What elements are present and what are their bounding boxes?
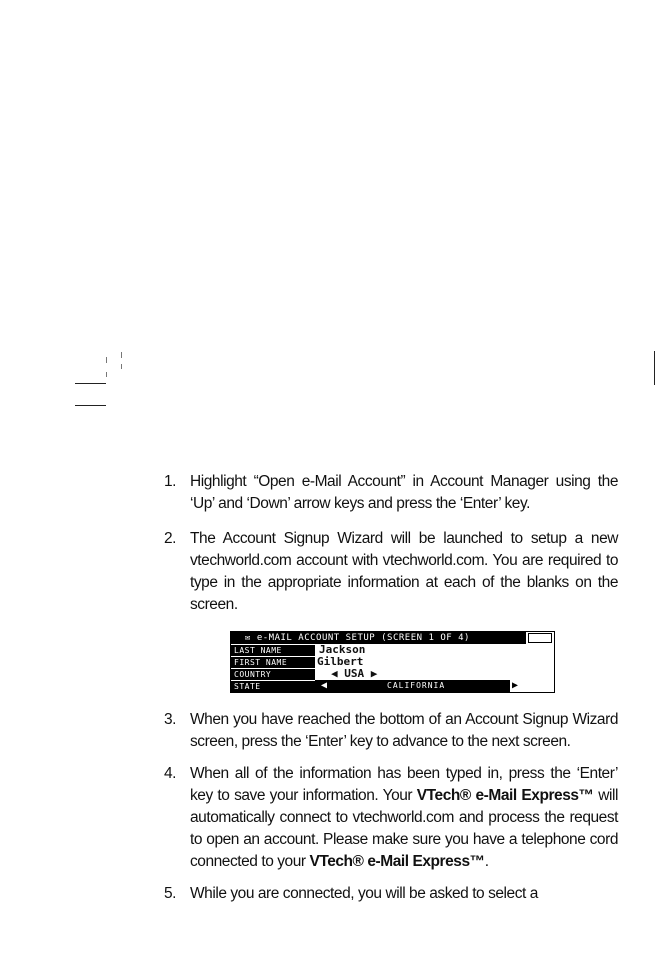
step-1 <box>160 471 618 515</box>
first-name-field[interactable]: Gilbert <box>317 655 364 668</box>
step-text: Highlight “Open e-Mail Account” in Account Manager using the ‘Up’ and ‘Down’ arrow keys and press the ‘Enter’ key. <box>190 473 618 512</box>
last-name-field[interactable]: Jackson <box>319 643 366 656</box>
lcd-screenshot <box>230 631 555 693</box>
margin-tick-a <box>106 357 107 363</box>
lcd-title-bar <box>231 632 526 644</box>
step-number: 5. <box>164 885 177 902</box>
lcd-screenshot-container <box>160 631 618 695</box>
margin-tick-d <box>121 364 122 369</box>
step-4 <box>160 763 618 873</box>
step-number: 1. <box>164 473 177 490</box>
lcd-label-first-name: FIRST NAME <box>231 657 315 668</box>
step-2 <box>160 528 618 616</box>
state-value: CALIFORNIA <box>387 681 446 690</box>
lcd-title: e-MAIL ACCOUNT SETUP (SCREEN 1 OF 4) <box>256 633 470 643</box>
step-text-b: will automatically connect to vtechworld.com and process the request to open an account. Please make sure you have a telephone cord connected to your <box>190 787 618 870</box>
arrow-left-icon[interactable]: ◀ <box>321 680 329 691</box>
country-selector[interactable]: ◀ USA ▶ <box>331 667 378 680</box>
step-text-a: When all of the information has been typed in, press the ‘Enter’ key to save your information. Your <box>190 765 618 804</box>
crop-mark-right <box>654 351 655 385</box>
margin-rule-lower <box>75 405 106 406</box>
step-text: When you have reached the bottom of an Account Signup Wizard screen, press the ‘Enter’ key to advance to the next screen. <box>190 711 618 750</box>
margin-tick-b <box>106 372 107 377</box>
envelope-icon: ✉ <box>245 633 251 643</box>
instruction-list <box>160 471 618 905</box>
lcd-label-country: COUNTRY <box>231 669 315 680</box>
brand-name: VTech® e-Mail Express™ <box>416 787 594 804</box>
step-text: While you are connected, you will be asked to select a <box>190 885 538 902</box>
step-5 <box>160 883 618 905</box>
arrow-right-icon[interactable]: ▶ <box>512 680 520 691</box>
step-text-c: . <box>484 853 489 870</box>
step-number: 4. <box>164 765 177 782</box>
step-3 <box>160 709 618 753</box>
step-text: The Account Signup Wizard will be launched to setup a new vtechworld.com account with vtechworld.com. You are required to type in the appropriate information at each of the blanks on the screen. <box>190 530 618 613</box>
brand-name-2: VTech® e-Mail Express™ <box>309 853 485 870</box>
step-number: 2. <box>164 530 177 547</box>
lcd-scroll-box <box>528 633 552 643</box>
lcd-label-state: STATE <box>231 681 315 692</box>
margin-rule-upper <box>75 383 106 384</box>
state-selector[interactable] <box>315 680 520 692</box>
margin-tick-c <box>121 352 122 358</box>
step-number: 3. <box>164 711 177 728</box>
lcd-label-last-name: LAST NAME <box>231 645 315 656</box>
